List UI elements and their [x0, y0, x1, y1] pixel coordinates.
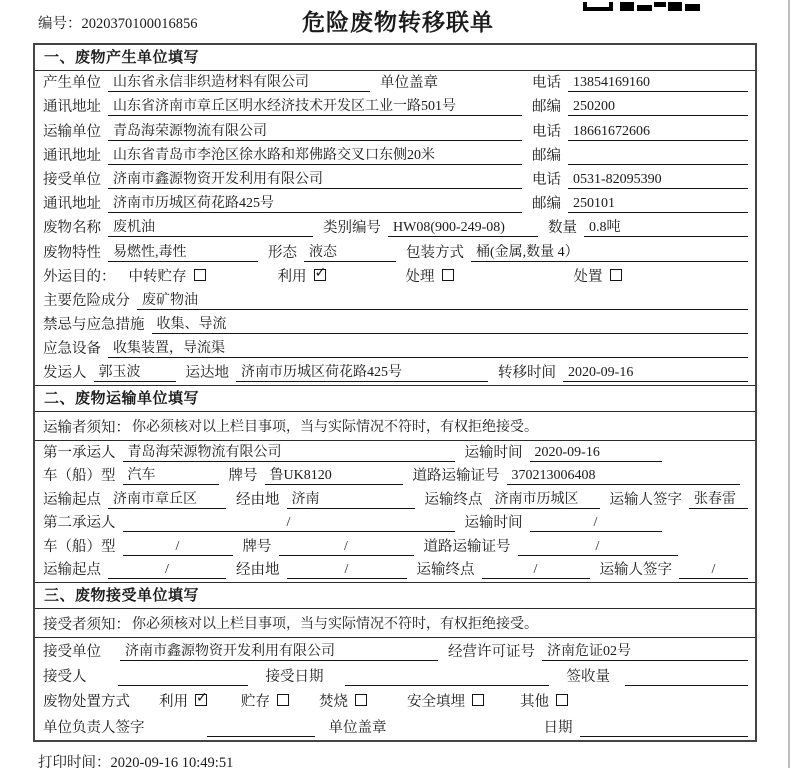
zip-label: 邮编: [532, 147, 561, 164]
utilize-checkbox: [195, 694, 207, 706]
transport-unit-value: 青岛海荣源物流有限公司: [108, 123, 522, 141]
purpose-option-treat: [406, 265, 454, 286]
row-receive-unit: [35, 168, 755, 192]
transport-addr-label: 通讯地址: [43, 147, 101, 164]
transfer-form: [33, 43, 757, 742]
transporter-notice-label: 运输者须知：: [43, 419, 130, 436]
route2-sign-value: /: [679, 561, 748, 579]
purpose-option-dispose: [574, 265, 622, 286]
route2-via-label: 经由地: [236, 562, 280, 579]
section-producer: [35, 45, 755, 385]
date-label: 日期: [543, 720, 573, 736]
section-producer-header: 一、废物产生单位填写: [35, 45, 755, 71]
serial-value: 2020370100016856: [81, 16, 198, 32]
vehicle2-value: /: [123, 538, 233, 556]
transport-unit-label: 运输单位: [43, 123, 101, 140]
unit-seal-label: 单位盖章: [380, 75, 438, 92]
road-cert1-value: 370213006408: [507, 467, 741, 485]
receiver-label: 接受人: [43, 669, 87, 686]
road-cert2-label: 道路运输证号: [423, 538, 511, 555]
qr-code-fragment: [583, 0, 701, 16]
row-receiver-notice: [35, 609, 755, 638]
transport-phone-value: 18661672606: [568, 123, 748, 141]
row-manager-sign: [35, 715, 755, 740]
transport-addr-value: 山东省青岛市李沧区徐水路和郑佛路交叉口东侧20米: [108, 147, 522, 165]
quantity-value: 0.8吨: [584, 219, 748, 237]
produce-unit-value: 山东省永信非织造材料有限公司: [108, 74, 370, 92]
measures-label: 禁忌与应急措施: [43, 317, 145, 334]
route2-via-value: /: [287, 561, 407, 579]
carrier1-value: 青岛海荣源物流有限公司: [123, 444, 455, 462]
page-edge-line: [788, 0, 790, 768]
property-label: 废物特性: [43, 244, 101, 261]
document-header: [0, 0, 796, 43]
receive-phone-value: 0531-82095390: [568, 171, 748, 189]
vehicle1-value: 汽车: [123, 467, 219, 485]
plate1-label: 牌号: [228, 468, 258, 485]
row-equipment: [35, 337, 755, 361]
disposal-option-utilize: [159, 690, 207, 711]
row-transporter-notice: [35, 412, 755, 441]
form-label: 形态: [268, 244, 297, 261]
transfer-time-value: 2020-09-16: [563, 364, 748, 382]
category-value: HW08(900-249-08): [388, 219, 538, 237]
receiver-notice-label: 接受者须知：: [43, 616, 130, 633]
row-purpose: [35, 265, 755, 289]
treat-checkbox: [442, 269, 454, 281]
incinerate-checkbox: [355, 694, 367, 706]
equipment-value: 收集装置，导流渠: [108, 340, 748, 358]
checkbox-label: 利用: [159, 693, 188, 710]
zip-label: 邮编: [532, 196, 561, 213]
route1-end-value: 济南市历城区: [490, 491, 600, 509]
property-value: 易燃性,毒性: [108, 244, 258, 262]
plate2-value: /: [279, 538, 414, 556]
form-value: 液态: [304, 244, 396, 262]
packing-value: 桶(金属,数量 4）: [471, 244, 748, 262]
row-transport-addr: [35, 144, 755, 168]
receive-unit-label: 接受单位: [43, 171, 101, 188]
produce-unit-label: 产生单位: [43, 75, 101, 92]
other-checkbox: [556, 694, 568, 706]
purpose-option-utilize: [278, 265, 326, 286]
route1-via-label: 经由地: [236, 491, 280, 508]
transport-time1-value: 2020-09-16: [530, 444, 662, 462]
transport-time2-value: /: [530, 514, 662, 532]
destination-value: 济南市历城区荷花路425号: [236, 364, 488, 382]
waste-name-value: 废机油: [108, 219, 313, 237]
row-receiver-person: [35, 664, 755, 689]
disposal-option-other: [520, 690, 568, 711]
checkbox-label: 处理: [405, 268, 435, 285]
receive-unit-value: 济南市鑫源物资开发利用有限公司: [108, 171, 522, 189]
transport-time1-label: 运输时间: [464, 444, 523, 461]
row-receive-unit3: [35, 638, 755, 663]
vehicle1-label: 车（船）型: [43, 468, 116, 485]
route1-start-value: 济南市章丘区: [108, 491, 226, 509]
page-title: 危险废物转移联单: [302, 9, 494, 35]
shipper-label: 发运人: [43, 365, 87, 382]
section-receiver-header: 三、废物接受单位填写: [35, 583, 755, 609]
checkbox-label: 其他: [520, 693, 549, 710]
route2-start-label: 运输起点: [43, 562, 101, 579]
packing-label: 包装方式: [406, 244, 464, 261]
unit-seal-label: 单位盖章: [328, 720, 387, 736]
receive-unit3-label: 接受单位: [43, 643, 101, 660]
purpose-option-transfer-storage: [129, 265, 206, 286]
route2-sign-label: 运输人签字: [599, 562, 672, 579]
zip-label: 邮编: [532, 99, 561, 116]
row-route1: [35, 488, 755, 512]
disposal-label: 废物处置方式: [43, 693, 130, 710]
landfill-checkbox: [472, 694, 484, 706]
transport-zip-value: [568, 148, 748, 165]
receipt-qty-label: 签收量: [566, 669, 610, 686]
section-receiver: [35, 582, 755, 740]
receive-unit3-value: 济南市鑫源物资开发利用有限公司: [120, 643, 438, 661]
transporter-notice-text: 你必须核对以上栏目事项，当与实际情况不符时，有权拒绝接受。: [132, 420, 538, 436]
row-shipper: [35, 361, 755, 385]
receipt-qty-value: [625, 669, 748, 686]
section-transporter: [35, 385, 755, 582]
checkbox-label: 贮存: [241, 693, 270, 710]
row-waste-name: [35, 216, 755, 240]
phone-label: 电话: [532, 123, 561, 140]
storage-checkbox: [277, 694, 289, 706]
plate1-value: 鲁UK8120: [265, 467, 403, 485]
measures-value: 收集、导流: [152, 316, 749, 334]
receive-date-label: 接受日期: [265, 669, 324, 686]
serial-label: 编号：: [38, 16, 82, 32]
carrier2-label: 第二承运人: [43, 515, 116, 532]
route1-end-label: 运输终点: [424, 491, 483, 508]
carrier1-label: 第一承运人: [43, 444, 116, 461]
row-disposal: [35, 689, 755, 714]
section-transporter-header: 二、废物运输单位填写: [35, 386, 755, 412]
transport-time2-label: 运输时间: [464, 515, 523, 532]
license-label: 经营许可证号: [448, 643, 535, 660]
row-produce-addr: [35, 95, 755, 119]
checkbox-label: 焚烧: [319, 693, 348, 710]
receive-zip-value: 250101: [568, 195, 748, 213]
transfer-storage-checkbox: [194, 269, 206, 281]
quantity-label: 数量: [548, 220, 577, 237]
row-produce-unit: [35, 71, 755, 95]
route1-start-label: 运输起点: [43, 491, 101, 508]
row-carrier2: [35, 512, 755, 536]
row-receive-addr: [35, 192, 755, 216]
phone-label: 电话: [532, 75, 561, 92]
disposal-option-incinerate: [319, 690, 367, 711]
checkbox-label: 中转贮存: [128, 268, 187, 285]
waste-name-label: 废物名称: [43, 220, 101, 237]
row-waste-property: [35, 240, 755, 264]
route1-via-value: 济南: [287, 491, 415, 509]
print-time-value: 2020-09-16 10:49:51: [110, 755, 234, 768]
receiver-value: [118, 669, 248, 686]
route2-end-label: 运输终点: [416, 562, 475, 579]
produce-phone-value: 13854169160: [568, 74, 748, 92]
disposal-option-storage: [241, 690, 289, 711]
receive-addr-label: 通讯地址: [43, 196, 101, 213]
route1-sign-value: 张春雷: [689, 491, 748, 509]
destination-label: 运达地: [185, 365, 229, 382]
row-carrier1: [35, 441, 755, 465]
row-transport-unit: [35, 119, 755, 143]
category-label: 类别编号: [323, 220, 381, 237]
utilize-checkbox: [314, 269, 326, 281]
dispose-checkbox: [610, 269, 622, 281]
plate2-label: 牌号: [242, 538, 272, 555]
vehicle2-label: 车（船）型: [43, 538, 116, 555]
row-route2: [35, 559, 755, 583]
row-hazard: [35, 289, 755, 313]
receiver-notice-text: 你必须核对以上栏目事项，当与实际情况不符时，有权拒绝接受。: [132, 617, 538, 633]
receive-date-value: [345, 669, 549, 686]
disposal-option-landfill: [407, 690, 484, 711]
receive-addr-value: 济南市历城区荷花路425号: [108, 195, 522, 213]
phone-label: 电话: [532, 171, 561, 188]
manager-sign-label: 单位负责人签字: [43, 720, 145, 736]
shipper-value: 郭玉波: [94, 364, 176, 382]
purpose-label: 外运目的：: [43, 268, 116, 285]
row-vehicle1: [35, 465, 755, 489]
hazard-value: 废矿物油: [137, 292, 748, 310]
produce-zip-value: 250200: [568, 98, 748, 116]
equipment-label: 应急设备: [43, 341, 101, 358]
date-value: [580, 720, 749, 737]
carrier2-value: /: [123, 514, 455, 532]
row-vehicle2: [35, 535, 755, 559]
transfer-time-label: 转移时间: [498, 365, 556, 382]
print-time-line: [38, 751, 233, 768]
checkbox-label: 安全填埋: [407, 693, 465, 710]
print-time-label: 打印时间：: [38, 755, 111, 768]
road-cert1-label: 道路运输证号: [412, 468, 500, 485]
road-cert2-value: /: [518, 538, 678, 556]
produce-addr-value: 山东省济南市章丘区明水经济技术开发区工业一路501号: [108, 98, 522, 116]
hazard-label: 主要危险成分: [43, 292, 130, 309]
license-value: 济南危证02号: [542, 643, 748, 661]
route2-end-value: /: [482, 561, 590, 579]
checkbox-label: 处置: [573, 268, 603, 285]
produce-addr-label: 通讯地址: [43, 99, 101, 116]
route2-start-value: /: [108, 561, 226, 579]
route1-sign-label: 运输人签字: [609, 491, 682, 508]
checkbox-label: 利用: [277, 268, 307, 285]
row-measures: [35, 313, 755, 337]
manager-sign-value: [207, 720, 315, 737]
